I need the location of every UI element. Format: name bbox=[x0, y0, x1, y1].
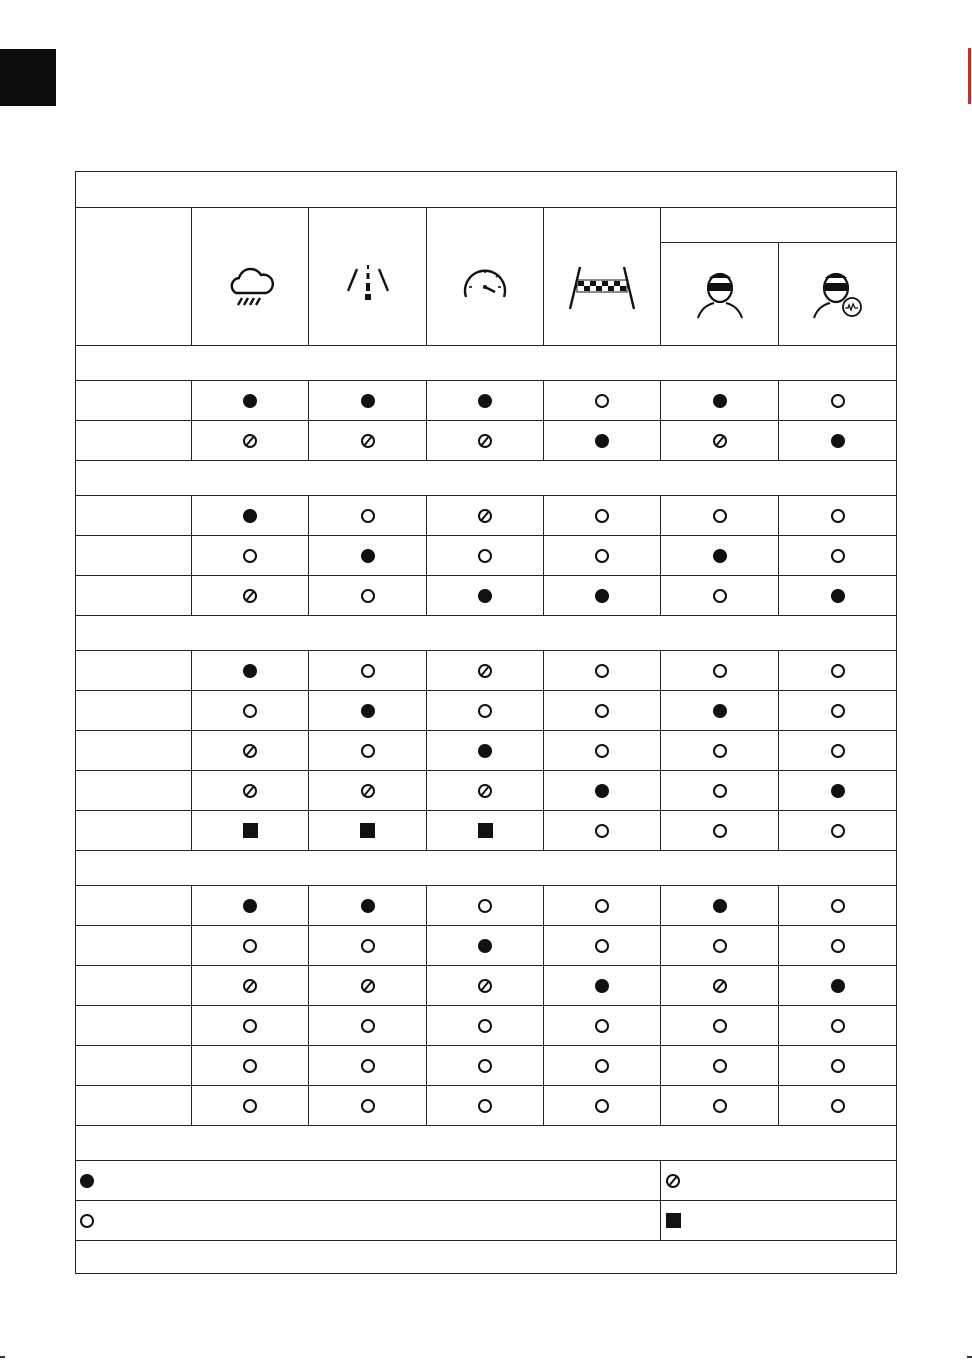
table-cell bbox=[544, 381, 661, 421]
page-edge-marker bbox=[968, 48, 971, 104]
table-cell bbox=[192, 966, 309, 1006]
table-cell bbox=[779, 1006, 897, 1046]
open-marker bbox=[478, 1059, 492, 1073]
open-marker bbox=[595, 1019, 609, 1033]
table-cell bbox=[192, 691, 309, 731]
table-cell bbox=[192, 536, 309, 576]
legend-item bbox=[75, 1161, 661, 1201]
open-marker bbox=[595, 1099, 609, 1113]
table-cell bbox=[661, 691, 779, 731]
legend-item bbox=[661, 1201, 897, 1241]
filled-marker bbox=[595, 784, 609, 798]
open-marker bbox=[478, 899, 492, 913]
table-cell bbox=[544, 576, 661, 616]
table-cell bbox=[192, 651, 309, 691]
table-cell bbox=[309, 691, 427, 731]
table-cell bbox=[661, 1006, 779, 1046]
table-cell bbox=[544, 536, 661, 576]
open-marker bbox=[478, 1019, 492, 1033]
open-marker bbox=[478, 549, 492, 563]
rain-cloud-icon bbox=[222, 259, 278, 315]
table-cell bbox=[544, 886, 661, 926]
row-label-cell bbox=[75, 731, 192, 771]
open-marker bbox=[361, 1099, 375, 1113]
filled-marker bbox=[595, 589, 609, 603]
legend-item bbox=[75, 1201, 661, 1241]
table-cell bbox=[427, 886, 544, 926]
table-cell bbox=[192, 886, 309, 926]
row-label-cell bbox=[75, 536, 192, 576]
filled-marker bbox=[478, 744, 492, 758]
slash-marker bbox=[478, 509, 492, 523]
open-marker bbox=[831, 394, 845, 408]
open-marker bbox=[478, 704, 492, 718]
open-marker bbox=[831, 744, 845, 758]
table-cell bbox=[309, 496, 427, 536]
table-cell bbox=[779, 1086, 897, 1126]
filled-marker bbox=[361, 704, 375, 718]
table-cell bbox=[309, 1046, 427, 1086]
table-cell bbox=[192, 731, 309, 771]
table-cell bbox=[192, 1046, 309, 1086]
table-cell bbox=[661, 1086, 779, 1126]
row-label-cell bbox=[75, 651, 192, 691]
square-marker bbox=[478, 823, 493, 838]
table-cell bbox=[544, 1086, 661, 1126]
slash-marker bbox=[243, 589, 257, 603]
table-cell bbox=[779, 1046, 897, 1086]
column-header-cell bbox=[661, 243, 779, 346]
table-cell bbox=[544, 926, 661, 966]
filled-marker bbox=[831, 979, 845, 993]
table-cell bbox=[661, 496, 779, 536]
table-cell bbox=[779, 771, 897, 811]
slash-marker bbox=[361, 784, 375, 798]
open-marker bbox=[243, 1059, 257, 1073]
table-cell bbox=[427, 651, 544, 691]
column-header-cell bbox=[779, 243, 897, 346]
open-marker bbox=[361, 939, 375, 953]
open-marker bbox=[595, 509, 609, 523]
table-cell bbox=[192, 421, 309, 461]
row-label-cell bbox=[75, 811, 192, 851]
slash-marker bbox=[361, 979, 375, 993]
column-header-cell bbox=[544, 208, 661, 346]
open-marker bbox=[361, 1019, 375, 1033]
table-cell bbox=[544, 691, 661, 731]
section-heading-row bbox=[75, 346, 897, 381]
slash-marker bbox=[243, 784, 257, 798]
row-label-cell bbox=[75, 1006, 192, 1046]
row-label-cell bbox=[75, 1086, 192, 1126]
table-cell bbox=[309, 651, 427, 691]
open-marker bbox=[713, 1099, 727, 1113]
open-marker bbox=[713, 509, 727, 523]
table-cell bbox=[661, 886, 779, 926]
table-cell bbox=[427, 691, 544, 731]
filled-marker bbox=[478, 394, 492, 408]
column-header-cell bbox=[192, 208, 309, 346]
table-cell bbox=[309, 926, 427, 966]
open-marker bbox=[595, 664, 609, 678]
section-heading-row bbox=[75, 851, 897, 886]
slash-marker bbox=[478, 434, 492, 448]
square-marker bbox=[666, 1213, 681, 1228]
table-cell bbox=[779, 496, 897, 536]
filled-marker bbox=[478, 939, 492, 953]
table-cell bbox=[544, 731, 661, 771]
open-marker bbox=[595, 824, 609, 838]
table-cell bbox=[427, 496, 544, 536]
table-cell bbox=[192, 811, 309, 851]
column-header-cell bbox=[427, 208, 544, 346]
column-header-cell bbox=[309, 208, 427, 346]
table-cell bbox=[661, 926, 779, 966]
slash-marker bbox=[713, 434, 727, 448]
table-cell bbox=[544, 651, 661, 691]
square-marker bbox=[360, 823, 375, 838]
open-marker bbox=[831, 509, 845, 523]
table-cell bbox=[309, 1086, 427, 1126]
open-marker bbox=[595, 899, 609, 913]
table-cell bbox=[309, 576, 427, 616]
open-marker bbox=[831, 899, 845, 913]
row-label-cell bbox=[75, 381, 192, 421]
table-cell bbox=[309, 771, 427, 811]
open-marker bbox=[595, 744, 609, 758]
mode-comparison-table bbox=[75, 171, 897, 1274]
open-marker bbox=[713, 939, 727, 953]
open-marker bbox=[361, 744, 375, 758]
checkered-flag-track-icon bbox=[564, 259, 640, 315]
table-cell bbox=[779, 536, 897, 576]
table-cell bbox=[427, 966, 544, 1006]
open-marker bbox=[595, 549, 609, 563]
open-marker bbox=[361, 664, 375, 678]
open-marker bbox=[595, 939, 609, 953]
table-cell bbox=[661, 651, 779, 691]
table-cell bbox=[779, 576, 897, 616]
filled-marker bbox=[243, 664, 257, 678]
table-cell bbox=[192, 926, 309, 966]
open-marker bbox=[713, 664, 727, 678]
table-cell bbox=[661, 966, 779, 1006]
table-cell bbox=[427, 576, 544, 616]
table-cell bbox=[192, 496, 309, 536]
open-marker bbox=[80, 1214, 94, 1228]
open-marker bbox=[831, 824, 845, 838]
filled-marker bbox=[831, 589, 845, 603]
table-cell bbox=[192, 381, 309, 421]
open-marker bbox=[595, 1059, 609, 1073]
open-marker bbox=[831, 1059, 845, 1073]
open-marker bbox=[831, 549, 845, 563]
table-cell bbox=[309, 421, 427, 461]
table-cell bbox=[779, 651, 897, 691]
filled-marker bbox=[361, 899, 375, 913]
table-cell bbox=[427, 421, 544, 461]
table-cell bbox=[544, 1046, 661, 1086]
table-cell bbox=[661, 1046, 779, 1086]
open-marker bbox=[831, 939, 845, 953]
table-cell bbox=[309, 966, 427, 1006]
table-cell bbox=[309, 381, 427, 421]
crop-mark bbox=[967, 1356, 972, 1358]
filled-marker bbox=[713, 549, 727, 563]
table-cell bbox=[779, 731, 897, 771]
section-heading-row bbox=[75, 461, 897, 496]
table-cell bbox=[661, 381, 779, 421]
open-marker bbox=[713, 1019, 727, 1033]
row-label-cell bbox=[75, 496, 192, 536]
speedometer-icon bbox=[457, 259, 513, 315]
open-marker bbox=[831, 704, 845, 718]
open-marker bbox=[713, 589, 727, 603]
square-marker bbox=[243, 823, 258, 838]
slash-marker bbox=[478, 784, 492, 798]
filled-marker bbox=[243, 899, 257, 913]
column-group-header bbox=[661, 208, 897, 243]
table-cell bbox=[661, 576, 779, 616]
slash-marker bbox=[713, 979, 727, 993]
table-cell bbox=[309, 886, 427, 926]
open-marker bbox=[595, 394, 609, 408]
table-cell bbox=[427, 1086, 544, 1126]
row-label-cell bbox=[75, 421, 192, 461]
table-cell bbox=[661, 421, 779, 461]
table-cell bbox=[544, 811, 661, 851]
slash-marker bbox=[243, 434, 257, 448]
helmet-rider-icon bbox=[692, 266, 748, 322]
table-cell bbox=[661, 731, 779, 771]
row-label-cell bbox=[75, 886, 192, 926]
row-label-cell bbox=[75, 1046, 192, 1086]
table-cell bbox=[309, 731, 427, 771]
open-marker bbox=[243, 1019, 257, 1033]
filled-marker bbox=[243, 394, 257, 408]
section-heading-row bbox=[75, 616, 897, 651]
table-cell bbox=[427, 731, 544, 771]
table-title-band bbox=[75, 171, 897, 208]
slash-marker bbox=[361, 434, 375, 448]
table-footnote-row bbox=[75, 1241, 897, 1274]
lane-road-icon bbox=[340, 259, 396, 315]
table-cell bbox=[192, 1006, 309, 1046]
table-cell bbox=[192, 1086, 309, 1126]
open-marker bbox=[595, 704, 609, 718]
table-cell bbox=[427, 381, 544, 421]
filled-marker bbox=[478, 589, 492, 603]
table-cell bbox=[192, 771, 309, 811]
table-cell bbox=[427, 771, 544, 811]
open-marker bbox=[243, 939, 257, 953]
table-cell bbox=[779, 966, 897, 1006]
table-cell bbox=[779, 811, 897, 851]
open-marker bbox=[713, 1059, 727, 1073]
slash-marker bbox=[478, 979, 492, 993]
open-marker bbox=[361, 509, 375, 523]
table-cell bbox=[427, 811, 544, 851]
row-label-cell bbox=[75, 691, 192, 731]
row-label-cell bbox=[75, 966, 192, 1006]
filled-marker bbox=[595, 979, 609, 993]
row-label-cell bbox=[75, 576, 192, 616]
table-cell bbox=[427, 1006, 544, 1046]
filled-marker bbox=[713, 704, 727, 718]
open-marker bbox=[243, 704, 257, 718]
open-marker bbox=[243, 1099, 257, 1113]
table-cell bbox=[544, 771, 661, 811]
table-cell bbox=[779, 691, 897, 731]
filled-marker bbox=[831, 784, 845, 798]
filled-marker bbox=[361, 394, 375, 408]
legend-heading-row bbox=[75, 1126, 897, 1161]
table-cell bbox=[192, 576, 309, 616]
open-marker bbox=[831, 664, 845, 678]
open-marker bbox=[713, 824, 727, 838]
slash-marker bbox=[666, 1174, 680, 1188]
slash-marker bbox=[478, 664, 492, 678]
filled-marker bbox=[595, 434, 609, 448]
chapter-tab-marker bbox=[0, 49, 56, 106]
table-cell bbox=[661, 771, 779, 811]
open-marker bbox=[361, 1059, 375, 1073]
header-corner-cell bbox=[75, 208, 192, 346]
filled-marker bbox=[80, 1174, 94, 1188]
filled-marker bbox=[713, 899, 727, 913]
open-marker bbox=[243, 549, 257, 563]
table-cell bbox=[661, 536, 779, 576]
row-label-cell bbox=[75, 926, 192, 966]
table-cell bbox=[427, 536, 544, 576]
table-cell bbox=[661, 811, 779, 851]
table-cell bbox=[779, 421, 897, 461]
filled-marker bbox=[713, 394, 727, 408]
table-cell bbox=[309, 811, 427, 851]
open-marker bbox=[713, 744, 727, 758]
table-cell bbox=[427, 926, 544, 966]
table-cell bbox=[309, 536, 427, 576]
table-cell bbox=[779, 926, 897, 966]
open-marker bbox=[831, 1099, 845, 1113]
slash-marker bbox=[243, 979, 257, 993]
filled-marker bbox=[243, 509, 257, 523]
table-cell bbox=[544, 496, 661, 536]
row-label-cell bbox=[75, 771, 192, 811]
table-cell bbox=[779, 886, 897, 926]
table-cell bbox=[544, 966, 661, 1006]
open-marker bbox=[713, 784, 727, 798]
open-marker bbox=[478, 1099, 492, 1113]
open-marker bbox=[361, 589, 375, 603]
table-cell bbox=[544, 421, 661, 461]
legend-item bbox=[661, 1161, 897, 1201]
table-cell bbox=[779, 381, 897, 421]
table-cell bbox=[544, 1006, 661, 1046]
filled-marker bbox=[361, 549, 375, 563]
filled-marker bbox=[831, 434, 845, 448]
table-cell bbox=[427, 1046, 544, 1086]
helmet-rider-coach-icon bbox=[810, 266, 866, 322]
slash-marker bbox=[243, 744, 257, 758]
open-marker bbox=[831, 1019, 845, 1033]
crop-mark bbox=[0, 1356, 5, 1358]
table-cell bbox=[309, 1006, 427, 1046]
